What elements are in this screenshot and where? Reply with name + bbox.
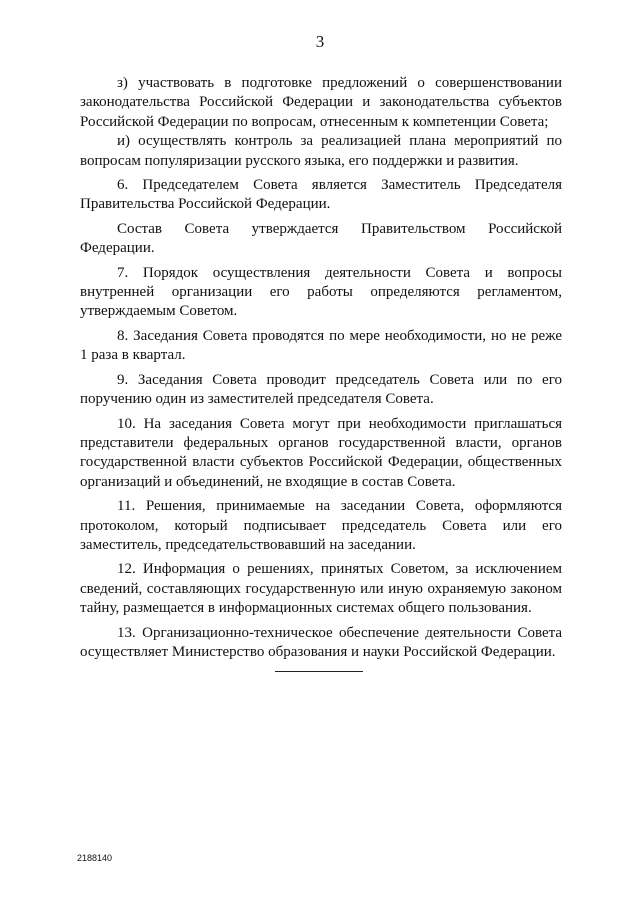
paragraph-12: 12. Информация о решениях, принятых Советом, за исключением сведений, составляющих государственную или иную охраняемую законом тайну, размещается в информационных системах общего пользования. — [80, 561, 562, 617]
paragraph-z: з) участвовать в подготовке предложений о совершенствовании законодательства Российской Федерации и законодательства субъектов Российской Федерации по вопросам, отнесенным к компетенции Совета; — [80, 75, 562, 130]
closing-divider-line — [275, 671, 363, 672]
paragraph-7: 7. Порядок осуществления деятельности Совета и вопросы внутренней организации его работы определяются регламентом, утверждаемым Советом. — [80, 264, 562, 320]
paragraph-8: 8. Заседания Совета проводятся по мере необходимости, но не реже 1 раза в квартал. — [80, 327, 562, 364]
paragraph-11: 11. Решения, принимаемые на заседании Совета, оформляются протоколом, который подписывает председатель Совета или его заместитель, председательствовавший на заседании. — [80, 498, 562, 553]
paragraph-13: 13. Организационно-техническое обеспечение деятельности Совета осуществляет Министерство образования и науки Российской Федерации. — [80, 624, 562, 660]
page-number: 3 — [315, 32, 325, 51]
document-code: 2188140 — [77, 853, 113, 863]
document-body — [80, 74, 562, 662]
paragraph-i: и) осуществлять контроль за реализацией плана мероприятий по вопросам популяризации русского языка, его поддержки и развития. — [80, 133, 562, 169]
paragraph-council-composition: Состав Совета утверждается Правительством Российской Федерации. — [80, 220, 562, 257]
paragraph-6: 6. Председателем Совета является Заместитель Председателя Правительства Российской Федерации. — [80, 177, 562, 213]
paragraph-9: 9. Заседания Совета проводит председатель Совета или по его поручению один из заместителей председателя Совета. — [80, 371, 562, 408]
paragraph-10: 10. На заседания Совета могут при необходимости приглашаться представители федеральных органов государственной власти, органов государственной власти субъектов Российской Федерации, общественных организаций и объединений, не входящие в состав Совета. — [80, 415, 562, 490]
